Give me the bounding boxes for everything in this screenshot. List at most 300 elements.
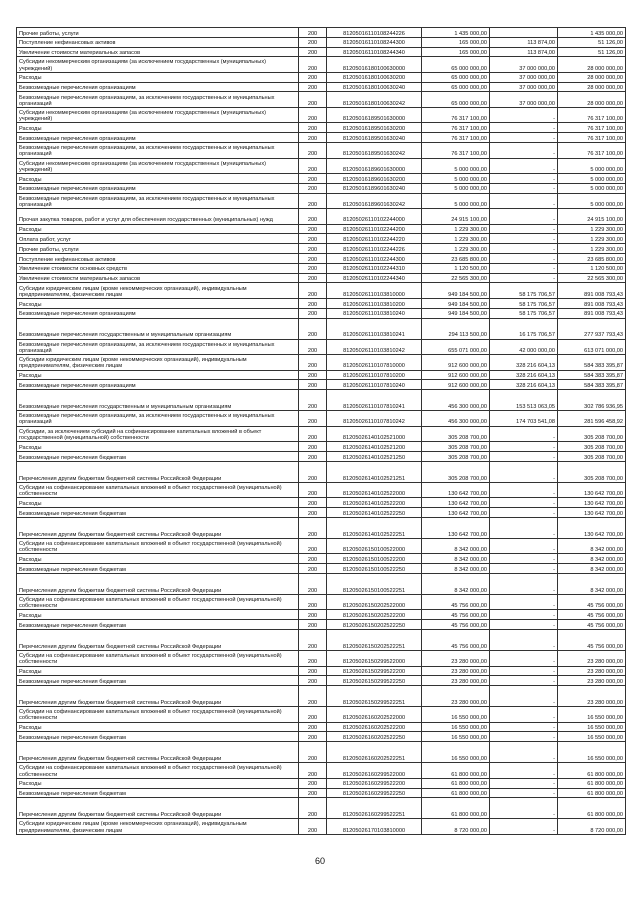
row-executed-amount-cell: -: [490, 224, 558, 234]
row-remaining-amount-cell: 24 915 100,00: [558, 209, 626, 225]
row-approved-amount-cell: 61 800 000,00: [422, 778, 490, 788]
row-name-cell: Субсидии юридическим лицам (кроме некоммерческих организаций), индивидуальным предпринимателям, физическим лицам: [17, 355, 299, 371]
table-row: [17, 498, 626, 508]
row-line-code-cell: 200: [299, 308, 327, 318]
row-remaining-amount-cell: 8 342 000,00: [558, 573, 626, 594]
table-row: [17, 224, 626, 234]
row-approved-amount-cell: 61 800 000,00: [422, 763, 490, 779]
row-budget-code-cell: 81205026150100522251: [327, 573, 422, 594]
row-name-cell: Прочие работы, услуги: [17, 244, 299, 254]
row-budget-code-cell: 81205026110103810240: [327, 308, 422, 318]
row-remaining-amount-cell: 23 280 000,00: [558, 666, 626, 676]
row-line-code-cell: 200: [299, 390, 327, 411]
table-row: [17, 538, 626, 554]
row-name-cell: Прочая закупка товаров, работ и услуг для обеспечения государственных (муниципальных) нужд: [17, 209, 299, 225]
row-approved-amount-cell: 23 280 000,00: [422, 651, 490, 667]
row-approved-amount-cell: 305 208 700,00: [422, 451, 490, 461]
row-approved-amount-cell: 23 280 000,00: [422, 666, 490, 676]
row-budget-code-cell: 81205026110102244340: [327, 273, 422, 283]
row-name-cell: Перечисления другим бюджетам бюджетной системы Российской Федерации: [17, 517, 299, 538]
row-name-cell: Безвозмездные перечисления организациям: [17, 82, 299, 92]
row-name-cell: Субсидии на софинансирование капитальных вложений в объект государственной (муниципальной) собственности: [17, 763, 299, 779]
row-remaining-amount-cell: 22 565 300,00: [558, 273, 626, 283]
row-remaining-amount-cell: 45 756 000,00: [558, 630, 626, 651]
row-name-cell: Субсидии на софинансирование капитальных вложений в объект государственной (муниципальной) собственности: [17, 651, 299, 667]
table-row: [17, 666, 626, 676]
row-approved-amount-cell: 65 000 000,00: [422, 72, 490, 82]
row-line-code-cell: 200: [299, 451, 327, 461]
row-name-cell: Субсидии юридическим лицам (кроме некоммерческих организаций), индивидуальным предпринимателям, физическим лицам: [17, 283, 299, 299]
row-line-code-cell: 200: [299, 273, 327, 283]
row-line-code-cell: 200: [299, 47, 327, 57]
row-remaining-amount-cell: 8 342 000,00: [558, 554, 626, 564]
table-row: [17, 57, 626, 73]
row-line-code-cell: 200: [299, 564, 327, 574]
row-line-code-cell: 200: [299, 57, 327, 73]
row-line-code-cell: 200: [299, 143, 327, 159]
table-row: [17, 193, 626, 209]
row-budget-code-cell: 81205026160202522251: [327, 742, 422, 763]
budget-table-body: [17, 28, 626, 835]
row-executed-amount-cell: -: [490, 573, 558, 594]
table-row: [17, 355, 626, 371]
row-executed-amount-cell: -: [490, 461, 558, 482]
row-remaining-amount-cell: 28 000 000,00: [558, 82, 626, 92]
row-approved-amount-cell: 16 550 000,00: [422, 732, 490, 742]
table-row: [17, 594, 626, 610]
row-budget-code-cell: 81205016189601630000: [327, 158, 422, 174]
row-name-cell: Безвозмездные перечисления бюджетам: [17, 564, 299, 574]
row-approved-amount-cell: 165 000,00: [422, 47, 490, 57]
row-name-cell: Субсидии на софинансирование капитальных вложений в объект государственной (муниципальной) собственности: [17, 482, 299, 498]
row-line-code-cell: 200: [299, 234, 327, 244]
row-approved-amount-cell: 1 229 300,00: [422, 224, 490, 234]
row-executed-amount-cell: -: [490, 517, 558, 538]
row-name-cell: Безвозмездные перечисления организациям, за исключением государственных и муниципальных организаций: [17, 339, 299, 355]
row-approved-amount-cell: 5 000 000,00: [422, 158, 490, 174]
row-line-code-cell: 200: [299, 28, 327, 38]
table-row: [17, 82, 626, 92]
row-remaining-amount-cell: 5 000 000,00: [558, 183, 626, 193]
row-remaining-amount-cell: 130 642 700,00: [558, 498, 626, 508]
table-row: [17, 143, 626, 159]
row-remaining-amount-cell: 51 126,00: [558, 37, 626, 47]
row-line-code-cell: 200: [299, 610, 327, 620]
row-remaining-amount-cell: 277 937 793,43: [558, 318, 626, 339]
row-line-code-cell: 200: [299, 298, 327, 308]
row-approved-amount-cell: 16 550 000,00: [422, 722, 490, 732]
row-line-code-cell: 200: [299, 174, 327, 184]
row-budget-code-cell: 81205026150299522000: [327, 651, 422, 667]
row-name-cell: Субсидии, за исключением субсидий на софинансирование капитальных вложений в объект государственной (муниципальной) собственности: [17, 426, 299, 442]
row-remaining-amount-cell: 613 071 000,00: [558, 339, 626, 355]
table-row: [17, 798, 626, 819]
row-remaining-amount-cell: 305 208 700,00: [558, 461, 626, 482]
row-name-cell: Расходы: [17, 72, 299, 82]
row-executed-amount-cell: -: [490, 788, 558, 798]
table-row: [17, 722, 626, 732]
row-line-code-cell: 200: [299, 686, 327, 707]
row-executed-amount-cell: -: [490, 620, 558, 630]
row-remaining-amount-cell: 302 786 936,95: [558, 390, 626, 411]
row-executed-amount-cell: -: [490, 564, 558, 574]
row-remaining-amount-cell: 1 435 000,00: [558, 28, 626, 38]
row-budget-code-cell: 81205026110102244220: [327, 234, 422, 244]
row-approved-amount-cell: 130 642 700,00: [422, 498, 490, 508]
row-approved-amount-cell: 45 756 000,00: [422, 630, 490, 651]
row-line-code-cell: 200: [299, 554, 327, 564]
table-row: [17, 732, 626, 742]
table-row: [17, 318, 626, 339]
table-row: [17, 554, 626, 564]
row-executed-amount-cell: -: [490, 742, 558, 763]
row-approved-amount-cell: 655 071 000,00: [422, 339, 490, 355]
row-line-code-cell: 200: [299, 508, 327, 518]
row-remaining-amount-cell: 584 383 395,87: [558, 355, 626, 371]
row-line-code-cell: 200: [299, 732, 327, 742]
row-remaining-amount-cell: 305 208 700,00: [558, 426, 626, 442]
row-name-cell: Расходы: [17, 722, 299, 732]
row-remaining-amount-cell: 61 800 000,00: [558, 788, 626, 798]
row-line-code-cell: 200: [299, 263, 327, 273]
row-approved-amount-cell: 1 435 000,00: [422, 28, 490, 38]
row-name-cell: Поступление нефинансовых активов: [17, 254, 299, 264]
row-line-code-cell: 200: [299, 107, 327, 123]
row-executed-amount-cell: -: [490, 707, 558, 723]
row-executed-amount-cell: 16 175 706,57: [490, 318, 558, 339]
row-approved-amount-cell: 24 915 100,00: [422, 209, 490, 225]
row-budget-code-cell: 81205026140102521251: [327, 461, 422, 482]
row-budget-code-cell: 81205016189501630242: [327, 143, 422, 159]
row-budget-code-cell: 81205026110102244200: [327, 224, 422, 234]
table-row: [17, 283, 626, 299]
row-approved-amount-cell: 65 000 000,00: [422, 57, 490, 73]
row-budget-code-cell: 81205016189601630242: [327, 193, 422, 209]
row-remaining-amount-cell: 130 642 700,00: [558, 508, 626, 518]
row-name-cell: Безвозмездные перечисления организациям, за исключением государственных и муниципальных организаций: [17, 92, 299, 108]
table-row: [17, 620, 626, 630]
row-name-cell: Расходы: [17, 666, 299, 676]
row-approved-amount-cell: 8 720 000,00: [422, 819, 490, 835]
row-executed-amount-cell: -: [490, 158, 558, 174]
row-executed-amount-cell: -: [490, 442, 558, 452]
table-row: [17, 263, 626, 273]
row-approved-amount-cell: 949 184 500,00: [422, 308, 490, 318]
row-name-cell: Субсидии некоммерческим организациям (за исключением государственных (муниципальных) учреждений): [17, 107, 299, 123]
row-budget-code-cell: 81205016110108244300: [327, 37, 422, 47]
row-executed-amount-cell: -: [490, 123, 558, 133]
table-row: [17, 390, 626, 411]
row-name-cell: Субсидии на софинансирование капитальных вложений в объект государственной (муниципальной) собственности: [17, 594, 299, 610]
row-approved-amount-cell: 130 642 700,00: [422, 482, 490, 498]
table-row: [17, 370, 626, 380]
row-remaining-amount-cell: 23 280 000,00: [558, 686, 626, 707]
row-remaining-amount-cell: 1 229 300,00: [558, 244, 626, 254]
row-line-code-cell: 200: [299, 92, 327, 108]
row-executed-amount-cell: -: [490, 538, 558, 554]
row-executed-amount-cell: -: [490, 666, 558, 676]
table-row: [17, 158, 626, 174]
table-row: [17, 308, 626, 318]
row-executed-amount-cell: 174 703 541,08: [490, 411, 558, 427]
table-row: [17, 630, 626, 651]
row-remaining-amount-cell: 1 229 300,00: [558, 224, 626, 234]
row-line-code-cell: 200: [299, 707, 327, 723]
row-name-cell: Субсидии некоммерческим организациям (за исключением государственных (муниципальных) учреждений): [17, 158, 299, 174]
row-budget-code-cell: 81205026110102244226: [327, 244, 422, 254]
row-approved-amount-cell: 23 280 000,00: [422, 676, 490, 686]
table-row: [17, 380, 626, 390]
row-executed-amount-cell: 42 000 000,00: [490, 339, 558, 355]
row-budget-code-cell: 81205026150299522250: [327, 676, 422, 686]
row-approved-amount-cell: 130 642 700,00: [422, 508, 490, 518]
row-name-cell: Безвозмездные перечисления организациям, за исключением государственных и муниципальных организаций: [17, 193, 299, 209]
row-executed-amount-cell: -: [490, 174, 558, 184]
table-row: [17, 107, 626, 123]
budget-report-sheet: [16, 27, 625, 835]
row-remaining-amount-cell: 16 550 000,00: [558, 732, 626, 742]
row-line-code-cell: 200: [299, 676, 327, 686]
row-approved-amount-cell: 61 800 000,00: [422, 798, 490, 819]
row-approved-amount-cell: 5 000 000,00: [422, 193, 490, 209]
table-row: [17, 686, 626, 707]
row-executed-amount-cell: 113 874,00: [490, 37, 558, 47]
row-approved-amount-cell: 65 000 000,00: [422, 92, 490, 108]
row-remaining-amount-cell: 28 000 000,00: [558, 57, 626, 73]
row-line-code-cell: 200: [299, 819, 327, 835]
row-budget-code-cell: 81205026140102522250: [327, 508, 422, 518]
row-line-code-cell: 200: [299, 742, 327, 763]
row-executed-amount-cell: 58 175 706,57: [490, 298, 558, 308]
row-remaining-amount-cell: 28 000 000,00: [558, 72, 626, 82]
row-line-code-cell: 200: [299, 461, 327, 482]
table-row: [17, 461, 626, 482]
table-row: [17, 610, 626, 620]
row-executed-amount-cell: 58 175 706,57: [490, 283, 558, 299]
row-line-code-cell: 200: [299, 651, 327, 667]
row-budget-code-cell: 81205026110107810240: [327, 380, 422, 390]
row-approved-amount-cell: 76 317 100,00: [422, 133, 490, 143]
budget-table: [16, 27, 626, 835]
row-executed-amount-cell: 113 874,00: [490, 47, 558, 57]
table-row: [17, 209, 626, 225]
row-executed-amount-cell: 328 216 604,13: [490, 370, 558, 380]
row-budget-code-cell: 81205026110103810200: [327, 298, 422, 308]
row-line-code-cell: 200: [299, 224, 327, 234]
row-name-cell: Расходы: [17, 778, 299, 788]
row-remaining-amount-cell: 45 756 000,00: [558, 620, 626, 630]
row-budget-code-cell: 81205016189501630240: [327, 133, 422, 143]
table-row: [17, 482, 626, 498]
row-executed-amount-cell: -: [490, 594, 558, 610]
row-approved-amount-cell: 45 756 000,00: [422, 610, 490, 620]
row-executed-amount-cell: -: [490, 778, 558, 788]
row-line-code-cell: 200: [299, 209, 327, 225]
row-line-code-cell: 200: [299, 370, 327, 380]
row-name-cell: Поступление нефинансовых активов: [17, 37, 299, 47]
table-row: [17, 37, 626, 47]
row-approved-amount-cell: 949 184 500,00: [422, 298, 490, 308]
row-line-code-cell: 200: [299, 594, 327, 610]
row-name-cell: Безвозмездные перечисления бюджетам: [17, 620, 299, 630]
table-row: [17, 298, 626, 308]
row-name-cell: Расходы: [17, 123, 299, 133]
row-approved-amount-cell: 23 685 800,00: [422, 254, 490, 264]
row-name-cell: Безвозмездные перечисления бюджетам: [17, 508, 299, 518]
row-approved-amount-cell: 16 550 000,00: [422, 707, 490, 723]
row-budget-code-cell: 81205016189601630240: [327, 183, 422, 193]
row-budget-code-cell: 81205026150299522200: [327, 666, 422, 676]
row-name-cell: Безвозмездные перечисления организациям, за исключением государственных и муниципальных организаций: [17, 143, 299, 159]
row-approved-amount-cell: 76 317 100,00: [422, 143, 490, 159]
row-line-code-cell: 200: [299, 426, 327, 442]
row-budget-code-cell: 81205026150100522200: [327, 554, 422, 564]
row-remaining-amount-cell: 5 000 000,00: [558, 174, 626, 184]
row-budget-code-cell: 81205026160202522250: [327, 732, 422, 742]
row-executed-amount-cell: -: [490, 451, 558, 461]
row-name-cell: Субсидии юридическим лицам (кроме некоммерческих организаций), индивидуальным предпринимателям, физическим лицам: [17, 819, 299, 835]
row-budget-code-cell: 81205026160299522200: [327, 778, 422, 788]
table-row: [17, 451, 626, 461]
row-name-cell: Перечисления другим бюджетам бюджетной системы Российской Федерации: [17, 798, 299, 819]
row-budget-code-cell: 81205026150202522000: [327, 594, 422, 610]
row-executed-amount-cell: 37 000 000,00: [490, 92, 558, 108]
row-approved-amount-cell: 305 208 700,00: [422, 461, 490, 482]
row-budget-code-cell: 81205026150202522200: [327, 610, 422, 620]
row-budget-code-cell: 81205016189501630200: [327, 123, 422, 133]
row-budget-code-cell: 81205026110102244310: [327, 263, 422, 273]
row-name-cell: Перечисления другим бюджетам бюджетной системы Российской Федерации: [17, 461, 299, 482]
row-approved-amount-cell: 61 800 000,00: [422, 788, 490, 798]
table-row: [17, 517, 626, 538]
row-executed-amount-cell: -: [490, 273, 558, 283]
row-name-cell: Расходы: [17, 610, 299, 620]
row-approved-amount-cell: 294 113 500,00: [422, 318, 490, 339]
row-name-cell: Расходы: [17, 224, 299, 234]
row-line-code-cell: 200: [299, 158, 327, 174]
table-row: [17, 72, 626, 82]
row-remaining-amount-cell: 8 342 000,00: [558, 564, 626, 574]
row-name-cell: Расходы: [17, 554, 299, 564]
row-name-cell: Безвозмездные перечисления организациям: [17, 183, 299, 193]
row-name-cell: Перечисления другим бюджетам бюджетной системы Российской Федерации: [17, 742, 299, 763]
row-remaining-amount-cell: 61 800 000,00: [558, 763, 626, 779]
row-executed-amount-cell: -: [490, 143, 558, 159]
row-name-cell: Перечисления другим бюджетам бюджетной системы Российской Федерации: [17, 573, 299, 594]
row-name-cell: Безвозмездные перечисления организациям, за исключением государственных и муниципальных организаций: [17, 411, 299, 427]
row-remaining-amount-cell: 891 008 793,43: [558, 298, 626, 308]
row-line-code-cell: 200: [299, 411, 327, 427]
table-row: [17, 788, 626, 798]
table-row: [17, 651, 626, 667]
row-line-code-cell: 200: [299, 82, 327, 92]
table-row: [17, 763, 626, 779]
table-row: [17, 123, 626, 133]
row-executed-amount-cell: -: [490, 722, 558, 732]
row-executed-amount-cell: -: [490, 763, 558, 779]
row-remaining-amount-cell: 130 642 700,00: [558, 482, 626, 498]
row-approved-amount-cell: 912 600 000,00: [422, 380, 490, 390]
row-executed-amount-cell: -: [490, 630, 558, 651]
row-remaining-amount-cell: 305 208 700,00: [558, 442, 626, 452]
row-budget-code-cell: 81205026160299522250: [327, 788, 422, 798]
row-budget-code-cell: 81205026110102244300: [327, 254, 422, 264]
row-budget-code-cell: 81205026150202522250: [327, 620, 422, 630]
row-budget-code-cell: 81205026140102521200: [327, 442, 422, 452]
row-name-cell: Перечисления другим бюджетам бюджетной системы Российской Федерации: [17, 630, 299, 651]
row-name-cell: Субсидии на софинансирование капитальных вложений в объект государственной (муниципальной) собственности: [17, 707, 299, 723]
row-executed-amount-cell: 328 216 604,13: [490, 355, 558, 371]
row-remaining-amount-cell: 61 800 000,00: [558, 798, 626, 819]
row-approved-amount-cell: 23 280 000,00: [422, 686, 490, 707]
row-name-cell: Безвозмездные перечисления организациям: [17, 308, 299, 318]
row-line-code-cell: 200: [299, 788, 327, 798]
row-approved-amount-cell: 1 229 300,00: [422, 234, 490, 244]
row-remaining-amount-cell: 8 342 000,00: [558, 538, 626, 554]
table-row: [17, 183, 626, 193]
row-budget-code-cell: 81205016180100630240: [327, 82, 422, 92]
row-remaining-amount-cell: 23 280 000,00: [558, 651, 626, 667]
row-name-cell: Прочие работы, услуги: [17, 28, 299, 38]
row-executed-amount-cell: [490, 28, 558, 38]
row-name-cell: Безвозмездные перечисления бюджетам: [17, 732, 299, 742]
table-row: [17, 47, 626, 57]
row-line-code-cell: 200: [299, 123, 327, 133]
row-executed-amount-cell: -: [490, 426, 558, 442]
table-row: [17, 707, 626, 723]
row-name-cell: Безвозмездные перечисления бюджетам: [17, 451, 299, 461]
row-executed-amount-cell: -: [490, 498, 558, 508]
row-remaining-amount-cell: 51 126,00: [558, 47, 626, 57]
row-executed-amount-cell: 58 175 706,57: [490, 308, 558, 318]
row-remaining-amount-cell: 45 756 000,00: [558, 594, 626, 610]
row-budget-code-cell: 81205016110108244226: [327, 28, 422, 38]
row-executed-amount-cell: 37 000 000,00: [490, 82, 558, 92]
row-executed-amount-cell: 37 000 000,00: [490, 57, 558, 73]
row-name-cell: Увеличение стоимости материальных запасов: [17, 273, 299, 283]
row-remaining-amount-cell: 76 317 100,00: [558, 133, 626, 143]
table-row: [17, 244, 626, 254]
row-budget-code-cell: 81205026110103810242: [327, 339, 422, 355]
table-row: [17, 92, 626, 108]
row-budget-code-cell: 81205026140102521250: [327, 451, 422, 461]
row-line-code-cell: 200: [299, 778, 327, 788]
row-line-code-cell: 200: [299, 318, 327, 339]
row-remaining-amount-cell: 5 000 000,00: [558, 193, 626, 209]
row-approved-amount-cell: 1 229 300,00: [422, 244, 490, 254]
table-row: [17, 778, 626, 788]
row-executed-amount-cell: -: [490, 133, 558, 143]
row-approved-amount-cell: 8 342 000,00: [422, 573, 490, 594]
table-row: [17, 573, 626, 594]
row-budget-code-cell: 81205026140102522200: [327, 498, 422, 508]
page-number: 60: [314, 856, 325, 866]
row-executed-amount-cell: -: [490, 676, 558, 686]
row-line-code-cell: 200: [299, 72, 327, 82]
row-executed-amount-cell: -: [490, 554, 558, 564]
row-line-code-cell: 200: [299, 133, 327, 143]
row-executed-amount-cell: -: [490, 732, 558, 742]
row-budget-code-cell: 81205026160299522251: [327, 798, 422, 819]
table-row: [17, 564, 626, 574]
row-remaining-amount-cell: 16 550 000,00: [558, 742, 626, 763]
row-executed-amount-cell: -: [490, 254, 558, 264]
row-approved-amount-cell: 912 600 000,00: [422, 355, 490, 371]
row-remaining-amount-cell: 891 008 793,43: [558, 283, 626, 299]
row-line-code-cell: 200: [299, 722, 327, 732]
row-budget-code-cell: 81205026150202522251: [327, 630, 422, 651]
row-remaining-amount-cell: 16 550 000,00: [558, 707, 626, 723]
